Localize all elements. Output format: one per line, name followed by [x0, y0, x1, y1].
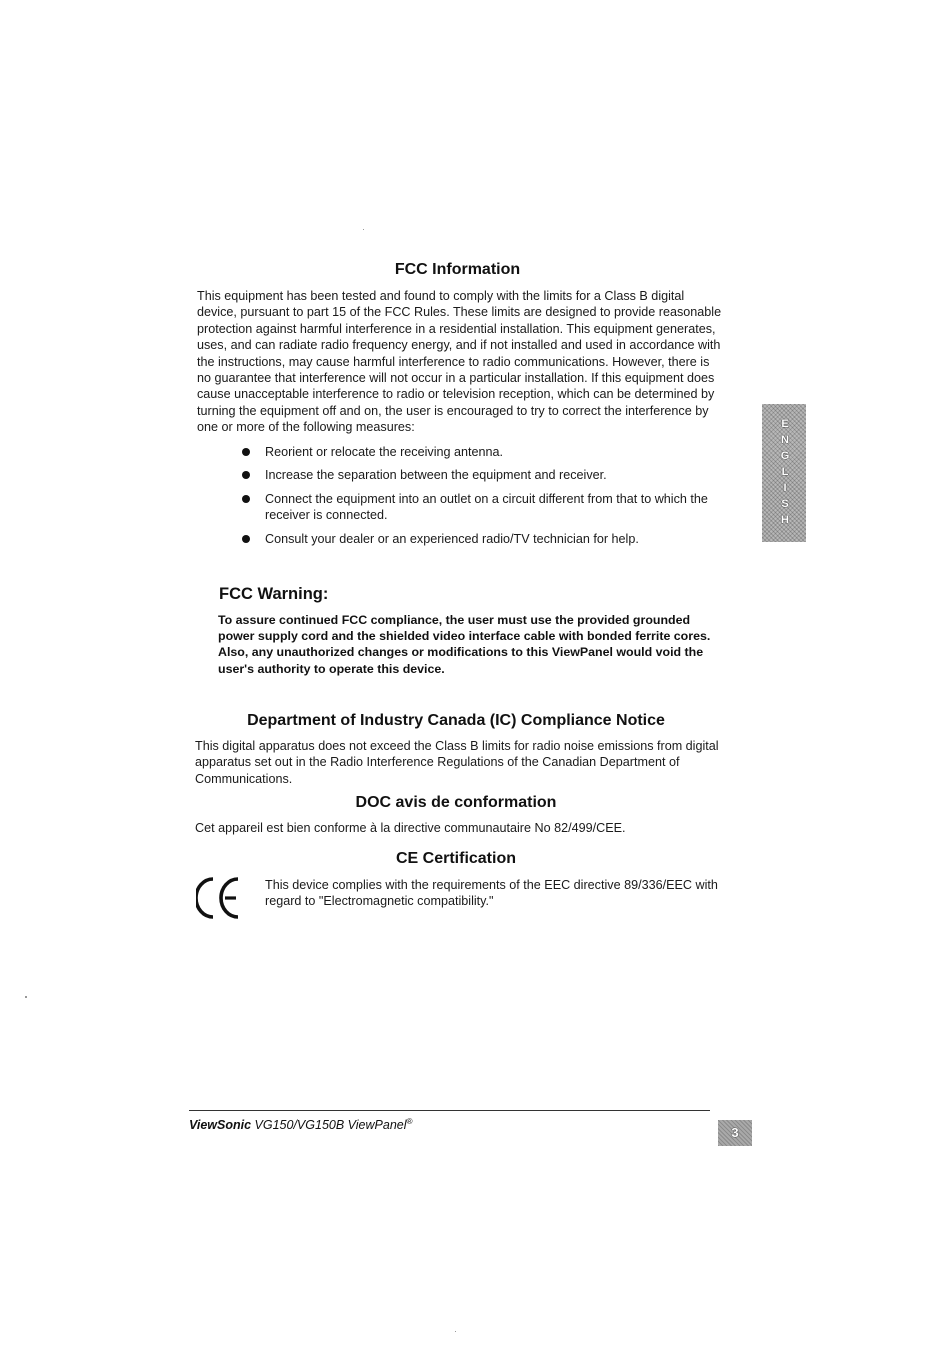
measure-text: Reorient or relocate the receiving antenna.	[265, 445, 504, 459]
fcc-warning-heading: FCC Warning:	[219, 585, 329, 603]
measure-text: Increase the separation between the equipment and receiver.	[265, 468, 607, 483]
side-tab-letter: N	[781, 434, 789, 446]
bullet-icon	[242, 535, 250, 543]
fcc-information-paragraph: This equipment has been tested and found to comply with the limits for a Class B digital device, pursuant to part 15 of the FCC Rules. These limits are designed to provide reasonable protection against harmful interference in a residential installation. This equipment generates, uses, and can radiate radio frequency energy, and if not installed and used in accordance with the instructions, may cause harmful interference to radio communications. However, there is no guarantee that interference will not occur in a particular installation. If this equipment does cause unacceptable interference to radio or television reception, which can be determined by turning the equipment off and on, the user is encouraged to try to correct the interference by one or more of the following measures:	[197, 289, 722, 435]
page-number-box	[718, 1120, 752, 1146]
measure-text: Consult your dealer or an experienced radio/TV technician for help.	[265, 531, 639, 546]
fcc-warning-text: To assure continued FCC compliance, the user must use the provided grounded power supply cord and the shielded video interface cable with bonded ferrite cores. Also, any unauthorized changes or modifications to this ViewPanel would void the user's authority to operate this device.	[218, 613, 711, 676]
scan-speck	[25, 996, 27, 998]
doc-conformation-paragraph: Cet appareil est bien conforme à la directive communautaire No 82/499/CEE.	[195, 821, 626, 835]
footer-product-line	[189, 1117, 412, 1132]
side-tab-letter: L	[781, 466, 789, 478]
footer-brand: ViewSonic	[189, 1118, 252, 1133]
scan-speck	[455, 1331, 456, 1332]
bullet-icon	[242, 471, 250, 479]
side-tab-letter: S	[781, 498, 789, 510]
footer-divider	[189, 1110, 710, 1111]
side-tab-letter: E	[781, 418, 789, 430]
ce-certification-paragraph: This device complies with the requirements of the EEC directive 89/336/EEC with regard to "Electromagnetic compatibility."	[265, 878, 718, 909]
measure-text: Connect the equipment into an outlet on a circuit different from that to which the receiver is connected.	[265, 491, 708, 523]
footer-model: VG150/VG150B ViewPanel	[254, 1118, 407, 1133]
list-item	[240, 444, 730, 460]
doc-conformation-heading: DOC avis de conformation	[355, 794, 557, 811]
fcc-measures-list	[240, 444, 730, 547]
scan-speck	[363, 229, 364, 230]
list-item	[240, 467, 730, 483]
bullet-icon	[242, 495, 250, 503]
registered-mark: ®	[406, 1117, 413, 1126]
ic-compliance-paragraph: This digital apparatus does not exceed the Class B limits for radio noise emissions from digital apparatus set out in the Radio Interference Regulations of the Canadian Department of Communications.	[195, 739, 719, 786]
page-number: 3	[731, 1125, 739, 1140]
language-side-tab	[762, 404, 806, 542]
ic-compliance-heading: Department of Industry Canada (IC) Compliance Notice	[247, 712, 665, 729]
ce-mark-icon	[196, 874, 242, 922]
side-tab-letter: I	[783, 482, 787, 494]
side-tab-letter: G	[780, 450, 790, 462]
ce-certification-heading: CE Certification	[395, 850, 516, 867]
list-item	[240, 491, 730, 524]
side-tab-letter: H	[781, 514, 789, 526]
list-item	[240, 531, 730, 547]
fcc-information-heading: FCC Information	[394, 261, 521, 278]
bullet-icon	[242, 448, 250, 456]
